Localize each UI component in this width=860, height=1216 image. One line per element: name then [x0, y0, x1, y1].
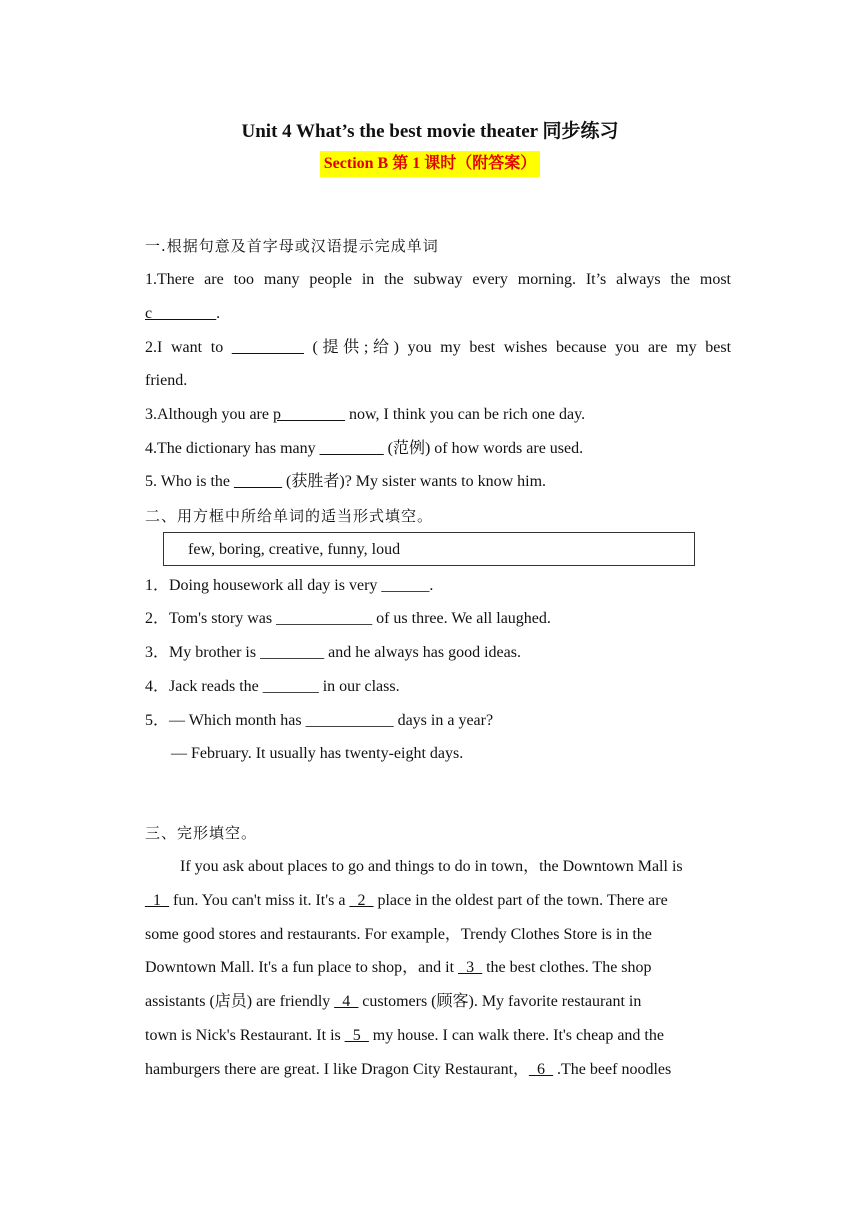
cloze-line-7: [145, 1060, 731, 1080]
page-subtitle: Section B 第 1 课时（附答案）: [320, 151, 540, 177]
cloze-line-6-start: town is Nick's Restaurant. It is: [145, 1027, 345, 1044]
subtitle-wrap: [0, 151, 860, 177]
p2-q5-answer: — February. It usually has twenty-eight days.: [171, 745, 464, 762]
p1-q3: [145, 405, 731, 425]
p1-q3-blank[interactable]: p________: [272, 406, 345, 423]
page-title: Unit 4 What’s the best movie theater 同步练习: [241, 121, 619, 142]
cloze-line-1: If you ask about places to go and things to do in town，the Downtown Mall is: [180, 858, 683, 875]
part1-heading: 一.根据句意及首字母或汉语提示完成单词: [145, 237, 439, 255]
cloze-line-4-start: Downtown Mall. It's a fun place to shop，and it: [145, 959, 459, 976]
p1-q2-start: 2.I want to: [145, 339, 232, 356]
p1-q3-start: 3.Although you are: [145, 406, 273, 423]
p1-q5: [145, 472, 731, 492]
cloze-line-6: [145, 1026, 731, 1046]
part3-heading: 三、完形填空。: [145, 824, 258, 842]
p2-q4: 4．Jack reads the _______ in our class.: [145, 678, 400, 695]
cloze-line-2-mid: fun. You can't miss it. It's a: [169, 892, 350, 909]
cloze-blank-2[interactable]: _2_: [349, 892, 374, 909]
p1-q1-blank[interactable]: c________: [145, 305, 217, 322]
cloze-blank-1[interactable]: _1_: [145, 892, 169, 909]
p2-q1: 1．Doing housework all day is very ______.: [145, 577, 434, 594]
part2-heading: 二、用方框中所给单词的适当形式填空。: [145, 507, 434, 525]
p1-q3-end: now, I think you can be rich one day.: [344, 406, 586, 423]
cloze-blank-4[interactable]: _4_: [334, 993, 359, 1010]
p1-q5-blank[interactable]: ______: [234, 473, 283, 490]
p1-q1-line2: [145, 304, 731, 324]
p1-q2-line2: friend.: [145, 372, 188, 389]
p1-q4: [145, 439, 731, 459]
p1-q5-start: 5. Who is the: [145, 473, 235, 490]
cloze-line-4-end: the best clothes. The shop: [482, 959, 652, 976]
p1-q2-blank[interactable]: _________: [231, 339, 304, 356]
cloze-line-2-end: place in the oldest part of the town. There are: [373, 892, 668, 909]
p2-q5: 5．— Which month has ___________ days in a year?: [145, 712, 494, 729]
cloze-line-2: [145, 891, 731, 911]
cloze-line-4: [145, 958, 731, 978]
p1-q4-end: (范例) of how words are used.: [383, 440, 584, 457]
cloze-blank-6[interactable]: _6_: [529, 1061, 554, 1078]
cloze-line-5-end: customers (顾客). My favorite restaurant in: [358, 993, 642, 1010]
cloze-line-3: some good stores and restaurants. For example，Trendy Clothes Store is in the: [145, 926, 652, 943]
cloze-blank-3[interactable]: _3_: [458, 959, 483, 976]
p2-q3: 3．My brother is ________ and he always has good ideas.: [145, 644, 521, 661]
cloze-line-5-start: assistants (店员) are friendly: [145, 993, 335, 1010]
p1-q2-line1: [145, 338, 731, 358]
cloze-line-5: [145, 992, 731, 1012]
p1-q1-end: .: [216, 305, 221, 322]
cloze-line-7-start: hamburgers there are great. I like Dragon City Restaurant，: [145, 1061, 530, 1078]
p2-q2: 2．Tom's story was ____________ of us three. We all laughed.: [145, 610, 551, 627]
p1-q2-end: (提供;给) you my best wishes because you are my best: [312, 339, 732, 356]
p1-q4-blank[interactable]: ________: [319, 440, 384, 457]
cloze-blank-5[interactable]: _5_: [344, 1027, 369, 1044]
p1-q4-start: 4.The dictionary has many: [145, 440, 320, 457]
word-box: few, boring, creative, funny, loud: [163, 532, 695, 566]
p1-q1-line1: 1.There are too many people in the subway every morning. It’s always the most: [145, 271, 731, 288]
cloze-line-6-end: my house. I can walk there. It's cheap and the: [368, 1027, 664, 1044]
p1-q5-end: (获胜者)? My sister wants to know him.: [282, 473, 547, 490]
cloze-line-7-end: .The beef noodles: [553, 1061, 672, 1078]
